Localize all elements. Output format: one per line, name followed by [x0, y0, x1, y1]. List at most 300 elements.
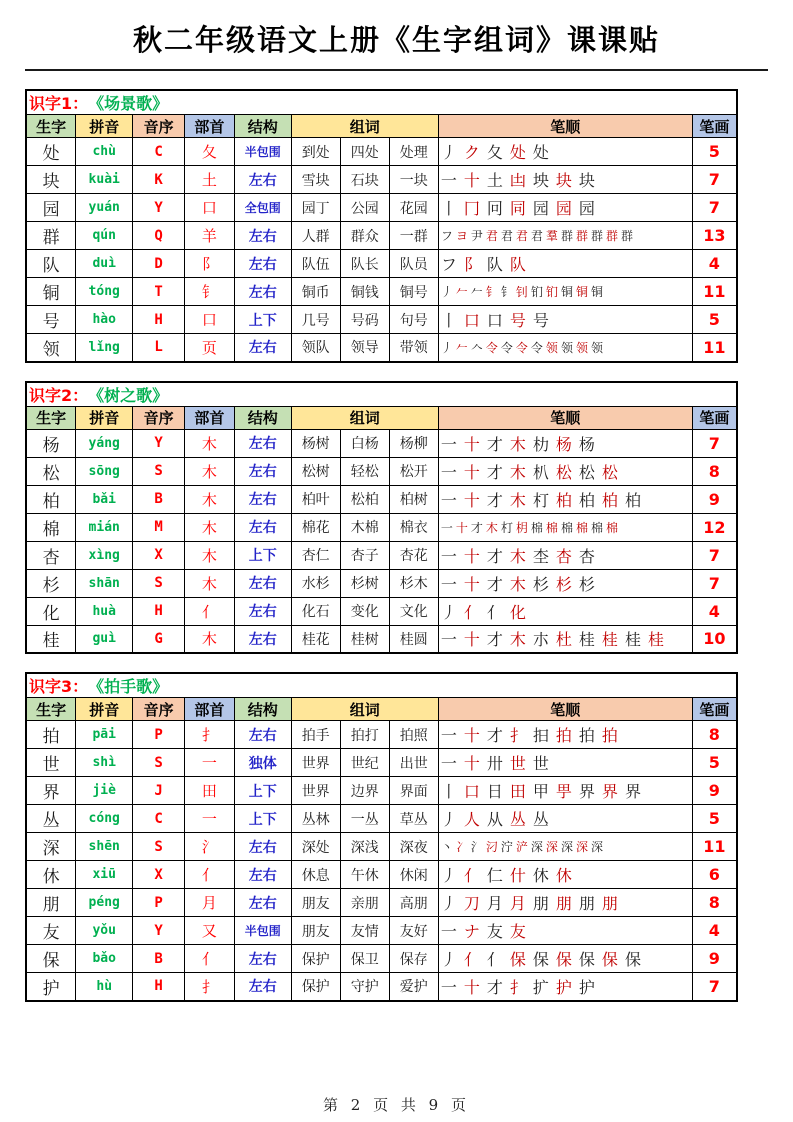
stroke-step: 一	[440, 520, 453, 535]
count-cell: 8	[692, 457, 737, 485]
header-strokes: 笔顺	[438, 406, 692, 429]
char-row	[26, 541, 737, 569]
count-cell: 8	[692, 721, 737, 749]
word-cell: 杨树	[291, 429, 340, 457]
stroke-step: 扌	[509, 726, 526, 745]
pinyin-cell: yuán	[76, 194, 133, 222]
strokes-cell	[438, 541, 692, 569]
char-cell: 队	[26, 250, 76, 278]
stroke-step: 亻	[486, 950, 503, 969]
char-cell: 桂	[26, 625, 76, 653]
stroke-step: 同	[509, 199, 526, 218]
stroke-step: 群	[575, 229, 588, 243]
column-header-row	[26, 115, 737, 138]
word-cell: 友情	[340, 917, 389, 945]
word-cell: 爱护	[389, 973, 438, 1001]
radical-cell: 羊	[185, 222, 235, 250]
count-cell: 5	[692, 805, 737, 833]
initial-cell: S	[133, 457, 185, 485]
stroke-step: ナ	[463, 922, 480, 941]
char-cell: 棉	[26, 513, 76, 541]
word-cell: 朋友	[291, 889, 340, 917]
char-row	[26, 278, 737, 306]
stroke-step: 才	[486, 490, 503, 510]
header-words: 组词	[291, 406, 438, 429]
stroke-step: 甼	[555, 782, 572, 801]
stroke-step: 才	[486, 434, 503, 454]
radical-cell: 夂	[185, 138, 235, 166]
stroke-step: 浐	[515, 840, 528, 854]
stroke-step: 钔	[530, 285, 543, 299]
header-words: 组词	[291, 698, 438, 721]
word-cell: 桂圆	[389, 625, 438, 653]
stroke-step: 十	[463, 546, 480, 566]
structure-cell: 左右	[234, 457, 291, 485]
char-cell: 杉	[26, 569, 76, 597]
stroke-step: 木	[509, 490, 526, 510]
stroke-step: 深	[560, 840, 573, 854]
stroke-step: 刀	[463, 894, 480, 913]
char-cell: 世	[26, 749, 76, 777]
char-row	[26, 222, 737, 250]
stroke-step: 枂	[515, 520, 528, 535]
pinyin-cell: yǒu	[76, 917, 133, 945]
stroke-step: 钊	[515, 285, 528, 299]
stroke-step: 一	[440, 630, 457, 650]
strokes-cell	[438, 721, 692, 749]
strokes-cell	[438, 485, 692, 513]
word-cell: 水杉	[291, 569, 340, 597]
word-cell: 几号	[291, 306, 340, 334]
word-cell: 一块	[389, 166, 438, 194]
header-initial: 音序	[133, 115, 185, 138]
pinyin-cell: guì	[76, 625, 133, 653]
structure-cell: 半包围	[234, 917, 291, 945]
radical-cell: 田	[185, 777, 235, 805]
header-strokes: 笔顺	[438, 698, 692, 721]
char-row	[26, 833, 737, 861]
char-cell: 界	[26, 777, 76, 805]
stroke-step: 日	[486, 782, 503, 801]
stroke-step: 口	[486, 311, 503, 330]
word-cell: 深浅	[340, 833, 389, 861]
char-cell: 丛	[26, 805, 76, 833]
stroke-step: 才	[486, 726, 503, 745]
section-label: 识字1：	[29, 94, 89, 113]
stroke-step: 卅	[486, 754, 503, 773]
stroke-step: 队	[486, 255, 503, 274]
radical-cell: 木	[185, 541, 235, 569]
stroke-step: 𠂉	[470, 285, 483, 299]
stroke-step: 休	[555, 866, 572, 885]
pinyin-cell: chù	[76, 138, 133, 166]
radical-cell: 口	[185, 306, 235, 334]
count-cell: 12	[692, 513, 737, 541]
stroke-step: 汈	[485, 840, 498, 854]
stroke-step: 从	[486, 810, 503, 829]
stroke-step: 拍	[601, 726, 618, 745]
stroke-step: 一	[440, 490, 457, 510]
section-title	[26, 382, 737, 407]
lesson3-rows	[26, 721, 737, 1001]
count-cell: 8	[692, 889, 737, 917]
stroke-step: 界	[601, 782, 618, 801]
char-row	[26, 457, 737, 485]
word-cell: 杏仁	[291, 541, 340, 569]
stroke-step: 一	[440, 171, 457, 190]
word-cell: 群众	[340, 222, 389, 250]
stroke-step: 口	[463, 782, 480, 801]
initial-cell: L	[133, 334, 185, 362]
lesson1-rows	[26, 138, 737, 362]
stroke-step: 君	[530, 229, 543, 243]
title-divider	[25, 69, 768, 71]
lesson2-rows	[26, 429, 737, 653]
word-cell: 深处	[291, 833, 340, 861]
page-title: 秋二年级语文上册《生字组词》课课贴	[132, 23, 660, 57]
char-row	[26, 569, 737, 597]
word-cell: 队长	[340, 250, 389, 278]
word-cell: 世界	[291, 777, 340, 805]
initial-cell: P	[133, 721, 185, 749]
stroke-step: 羣	[545, 229, 558, 243]
stroke-step: 才	[486, 630, 503, 650]
word-cell: 深夜	[389, 833, 438, 861]
section-book-title: 《场景歌》	[96, 94, 169, 113]
structure-cell: 左右	[234, 429, 291, 457]
pinyin-cell: hào	[76, 306, 133, 334]
count-cell: 9	[692, 945, 737, 973]
word-cell: 高朋	[389, 889, 438, 917]
stroke-step: 深	[575, 840, 588, 854]
header-radical: 部首	[185, 698, 235, 721]
initial-cell: Y	[133, 194, 185, 222]
header-count: 笔画	[692, 115, 737, 138]
initial-cell: K	[133, 166, 185, 194]
stroke-step: 深	[545, 840, 558, 854]
word-cell: 棉衣	[389, 513, 438, 541]
stroke-step: 阝	[463, 255, 480, 274]
radical-cell: 亻	[185, 597, 235, 625]
char-cell: 护	[26, 973, 76, 1001]
stroke-step: 休	[532, 866, 549, 885]
count-cell: 11	[692, 334, 737, 362]
word-cell: 化石	[291, 597, 340, 625]
stroke-step: 亻	[463, 866, 480, 885]
stroke-step: 丿	[440, 866, 457, 885]
radical-cell: 土	[185, 166, 235, 194]
pinyin-cell: hù	[76, 973, 133, 1001]
initial-cell: H	[133, 597, 185, 625]
section-book-title: 《树之歌》	[96, 385, 169, 405]
char-row	[26, 166, 737, 194]
strokes-cell	[438, 749, 692, 777]
stroke-step: 友	[509, 922, 526, 941]
count-cell: 6	[692, 861, 737, 889]
stroke-step: 尹	[470, 229, 483, 243]
section-title	[26, 673, 737, 698]
stroke-step: 杉	[578, 574, 595, 594]
count-cell: 7	[692, 166, 737, 194]
radical-cell: 又	[185, 917, 235, 945]
char-cell: 朋	[26, 889, 76, 917]
char-cell: 柏	[26, 485, 76, 513]
word-cell: 友好	[389, 917, 438, 945]
word-cell: 界面	[389, 777, 438, 805]
count-cell: 10	[692, 625, 737, 653]
pinyin-cell: shān	[76, 569, 133, 597]
char-cell: 保	[26, 945, 76, 973]
radical-cell: 木	[185, 513, 235, 541]
stroke-step: 群	[560, 229, 573, 243]
count-cell: 11	[692, 833, 737, 861]
stroke-step: 护	[555, 977, 572, 997]
char-row	[26, 513, 737, 541]
strokes-cell	[438, 138, 692, 166]
stroke-step: 棉	[575, 520, 588, 535]
stroke-step: 丨	[440, 782, 457, 801]
stroke-step: 块	[578, 171, 595, 190]
word-cell: 桂树	[340, 625, 389, 653]
stroke-step: 队	[509, 255, 526, 274]
stroke-step: 月	[509, 894, 526, 913]
word-cell: 松柏	[340, 485, 389, 513]
stroke-step: 界	[624, 782, 641, 801]
char-row	[26, 749, 737, 777]
structure-cell: 独体	[234, 749, 291, 777]
word-cell: 花园	[389, 194, 438, 222]
word-cell: 园丁	[291, 194, 340, 222]
stroke-step: 抇	[532, 726, 549, 745]
stroke-step: 号	[532, 311, 549, 330]
word-cell: 杉树	[340, 569, 389, 597]
stroke-step: 棉	[530, 520, 543, 535]
word-cell: 出世	[389, 749, 438, 777]
word-cell: 变化	[340, 597, 389, 625]
word-cell: 保护	[291, 945, 340, 973]
radical-cell: 木	[185, 625, 235, 653]
stroke-step: 柏	[624, 490, 641, 510]
stroke-step: 棉	[605, 520, 618, 535]
stroke-step: 领	[590, 340, 603, 355]
char-row	[26, 805, 737, 833]
stroke-step: 君	[485, 229, 498, 243]
word-cell: 杉木	[389, 569, 438, 597]
stroke-step: 丿	[440, 894, 457, 913]
char-cell: 化	[26, 597, 76, 625]
stroke-step: 十	[455, 520, 468, 535]
word-cell: 铜钱	[340, 278, 389, 306]
char-row	[26, 306, 737, 334]
strokes-cell	[438, 945, 692, 973]
initial-cell: C	[133, 138, 185, 166]
count-cell: 13	[692, 222, 737, 250]
char-cell: 园	[26, 194, 76, 222]
word-cell: 铜号	[389, 278, 438, 306]
radical-cell: 一	[185, 805, 235, 833]
stroke-step: 世	[509, 754, 526, 773]
char-cell: 群	[26, 222, 76, 250]
stroke-step: 棉	[590, 520, 603, 535]
word-cell: 午休	[340, 861, 389, 889]
word-cell: 一群	[389, 222, 438, 250]
stroke-step: 冂	[463, 199, 480, 218]
stroke-step: 亻	[486, 602, 503, 622]
stroke-step: 深	[530, 840, 543, 854]
section-title-row	[26, 673, 737, 698]
count-cell: 11	[692, 278, 737, 306]
initial-cell: P	[133, 889, 185, 917]
word-cell: 保卫	[340, 945, 389, 973]
stroke-step: 丨	[440, 311, 457, 330]
structure-cell: 左右	[234, 889, 291, 917]
structure-cell: 左右	[234, 278, 291, 306]
strokes-cell	[438, 805, 692, 833]
stroke-step: 松	[555, 462, 572, 482]
word-cell: 保护	[291, 973, 340, 1001]
initial-cell: B	[133, 485, 185, 513]
stroke-step: 处	[532, 143, 549, 162]
stroke-step: 才	[486, 977, 503, 997]
structure-cell: 左右	[234, 250, 291, 278]
stroke-step: 铜	[590, 285, 603, 299]
stroke-step: 冫	[455, 840, 468, 854]
structure-cell: 左右	[234, 721, 291, 749]
stroke-step: 氵	[470, 840, 483, 854]
char-cell: 铜	[26, 278, 76, 306]
stroke-step: 𠆢	[470, 340, 483, 355]
structure-cell: 左右	[234, 945, 291, 973]
stroke-step: 柏	[578, 490, 595, 510]
char-cell: 杨	[26, 429, 76, 457]
stroke-step: 丿	[440, 602, 457, 622]
header-char: 生字	[26, 406, 76, 429]
strokes-cell	[438, 513, 692, 541]
char-cell: 块	[26, 166, 76, 194]
char-row	[26, 485, 737, 513]
stroke-step: 君	[500, 229, 513, 243]
strokes-cell	[438, 597, 692, 625]
stroke-step: 柏	[555, 490, 572, 510]
section-title	[26, 90, 737, 115]
word-cell: 休闲	[389, 861, 438, 889]
word-cell: 句号	[389, 306, 438, 334]
structure-cell: 左右	[234, 569, 291, 597]
section-title-row	[26, 382, 737, 407]
structure-cell: 上下	[234, 805, 291, 833]
initial-cell: H	[133, 973, 185, 1001]
stroke-step: 木	[509, 462, 526, 482]
strokes-cell	[438, 777, 692, 805]
stroke-step: 十	[463, 977, 480, 997]
word-cell: 拍照	[389, 721, 438, 749]
header-words: 组词	[291, 115, 438, 138]
header-structure: 结构	[234, 406, 291, 429]
stroke-step: 月	[486, 894, 503, 913]
word-cell: 一丛	[340, 805, 389, 833]
word-cell: 处理	[389, 138, 438, 166]
char-cell: 杏	[26, 541, 76, 569]
header-radical: 部首	[185, 406, 235, 429]
word-cell: 四处	[340, 138, 389, 166]
initial-cell: Y	[133, 917, 185, 945]
strokes-cell	[438, 625, 692, 653]
stroke-step: 木	[509, 434, 526, 454]
initial-cell: C	[133, 805, 185, 833]
header-structure: 结构	[234, 698, 291, 721]
stroke-step: 才	[486, 462, 503, 482]
stroke-step: 𠂉	[455, 285, 468, 299]
stroke-step: 一	[440, 922, 457, 941]
initial-cell: J	[133, 777, 185, 805]
stroke-step: 群	[605, 229, 618, 243]
stroke-step: 桂	[578, 630, 595, 650]
stroke-step: 亻	[463, 950, 480, 969]
char-cell: 处	[26, 138, 76, 166]
structure-cell: 左右	[234, 222, 291, 250]
char-cell: 领	[26, 334, 76, 362]
stroke-step: 杉	[555, 574, 572, 594]
section-label: 识字3：	[29, 677, 89, 696]
word-cell: 雪块	[291, 166, 340, 194]
radical-cell: 木	[185, 457, 235, 485]
initial-cell: T	[133, 278, 185, 306]
stroke-step: 杨	[578, 434, 595, 454]
stroke-step: 十	[463, 462, 480, 482]
pinyin-cell: huà	[76, 597, 133, 625]
stroke-step: 一	[440, 546, 457, 566]
word-cell: 石块	[340, 166, 389, 194]
char-row	[26, 721, 737, 749]
radical-cell: 页	[185, 334, 235, 362]
pinyin-cell: yáng	[76, 429, 133, 457]
stroke-step: 块	[555, 171, 572, 190]
stroke-step: 令	[485, 340, 498, 355]
stroke-step: 木	[509, 630, 526, 650]
structure-cell: 左右	[234, 833, 291, 861]
word-cell: 队员	[389, 250, 438, 278]
stroke-step: 园	[555, 199, 572, 218]
char-cell: 拍	[26, 721, 76, 749]
word-cell: 拍打	[340, 721, 389, 749]
char-row	[26, 973, 737, 1001]
word-cell: 亲朋	[340, 889, 389, 917]
word-cell: 领导	[340, 334, 389, 362]
stroke-step: 君	[515, 229, 528, 243]
stroke-step: 人	[463, 810, 480, 829]
stroke-step: 钔	[545, 285, 558, 299]
count-cell: 5	[692, 749, 737, 777]
stroke-step: 丿	[440, 810, 457, 829]
stroke-step: 杏	[555, 546, 572, 566]
column-header-row	[26, 698, 737, 721]
stroke-step: 丿	[440, 950, 457, 969]
stroke-step: 十	[463, 630, 480, 650]
stroke-step: 朸	[532, 434, 549, 454]
header-pinyin: 拼音	[76, 115, 133, 138]
strokes-cell	[438, 569, 692, 597]
pinyin-cell: qún	[76, 222, 133, 250]
stroke-step: ク	[463, 143, 480, 162]
word-cell: 号码	[340, 306, 389, 334]
word-cell: 铜币	[291, 278, 340, 306]
stroke-step: 一	[440, 754, 457, 773]
word-cell: 保存	[389, 945, 438, 973]
word-cell: 人群	[291, 222, 340, 250]
stroke-step: 才	[486, 574, 503, 594]
stroke-step: 保	[555, 950, 572, 969]
radical-cell: 亻	[185, 945, 235, 973]
